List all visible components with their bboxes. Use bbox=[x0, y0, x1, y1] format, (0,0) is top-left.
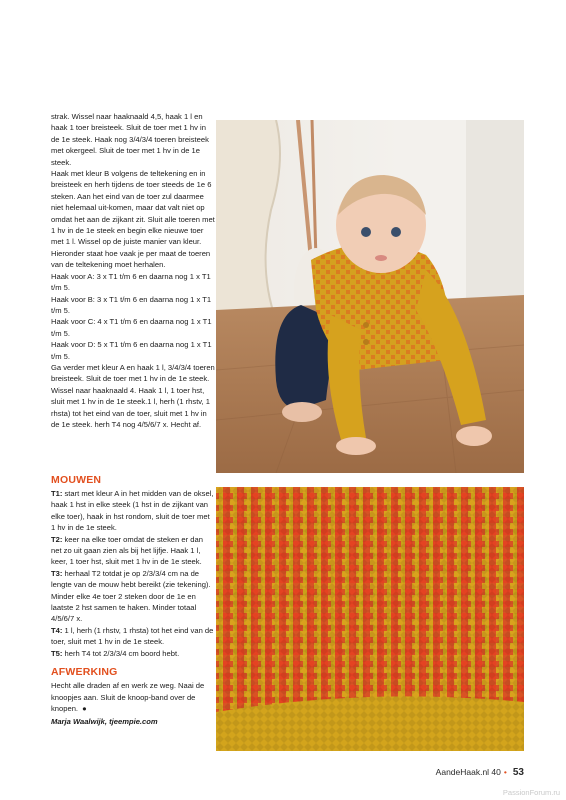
end-bullet-icon: ● bbox=[82, 703, 87, 713]
section-heading-mouwen: MOUWEN bbox=[51, 474, 102, 486]
paragraph-colorwork: Haak met kleur B volgens de teltekening en in breisteek en herh tijdens de toer steeds de 1e 6 steken. Aan het eind van de toer zul daarmee niet helemaal uit-komen, maar dat valt niet op omdat het aan de zijkant zit. Sluit alle toeren met 1 hv in de 1e steek en begin elke nieuwe toer met 1 l. Wissel op de juiste manier van kleur. Hieronder staat hoe vaak je per maat de toeren van de teltekening moet herhalen. bbox=[51, 169, 215, 270]
step-t4 bbox=[51, 625, 215, 648]
magazine-name: AandeHaak.nl 40 bbox=[435, 767, 501, 777]
swatch-photo bbox=[216, 487, 524, 751]
size-d-line: Haak voor D: 5 x T1 t/m 6 en daarna nog 1 x T1 t/m 5. bbox=[51, 340, 212, 361]
step-text: 1 l, herh (1 rhstv, 1 rhsta) tot het eind van de toer, sluit met 1 hv in de 1e steek. bbox=[51, 625, 214, 647]
baby-photo bbox=[216, 120, 524, 473]
finishing-body: Hecht alle draden af en werk ze weg. Naai de knoopjes aan. Sluit de knoop-band over de knopen. bbox=[51, 681, 205, 713]
size-c-line: Haak voor C: 4 x T1 t/m 6 en daarna nog 1 x T1 t/m 5. bbox=[51, 317, 212, 338]
paragraph-continue: Ga verder met kleur A en haak 1 l, 3/4/3/4 toeren breisteek. Sluit de toer met 1 hv in de 1e steek. Wissel naar haaknaald 4. Haak 1 l, 1 toer hst, sluit met 1 hv in de 1e steek.1 l, herh (1 rhstv, 1 rhsta) tot het eind van de toer, sluit met 1 hv in de 1e steek. herh T4 nog 4/5/6/7 x. Hecht af. bbox=[51, 362, 215, 429]
page-number: 53 bbox=[512, 767, 524, 778]
step-text: herhaal T2 totdat je op 2/3/3/4 cm na de lengte van de mouw hebt bereikt (zie tekening). Minder elke 4e toer 2 steken door de 1e en laatste 2 hst samen te haken. Minder totaal 4/5/6/7 x. bbox=[51, 568, 211, 624]
baby-in-sweater-image bbox=[216, 120, 524, 473]
section-heading-afwerking: AFWERKING bbox=[51, 666, 118, 679]
page-footer bbox=[436, 767, 524, 778]
instructions-column-top bbox=[51, 111, 215, 430]
paragraph-body: strak. Wissel naar haaknaald 4,5, haak 1 l en haak 1 toer breisteek. Sluit de toer met 1 hv in de 1e steek. Haak nog 3/4/3/4 toeren breisteek met okergeel. Sluit de toer met 1 hv in de 1e steek. bbox=[51, 112, 209, 167]
step-t3 bbox=[51, 568, 215, 625]
footer-separator: • bbox=[503, 767, 507, 777]
step-label: T1: bbox=[51, 489, 63, 498]
step-label: T5: bbox=[51, 648, 63, 658]
instructions-column-bottom bbox=[51, 474, 215, 728]
size-a-line: Haak voor A: 3 x T1 t/m 6 en daarna nog 1 x T1 t/m 5. bbox=[51, 271, 211, 293]
watermark-text: PassionForum.ru bbox=[502, 788, 560, 797]
designer-signature: Marja Waalwijk, tjeempie.com bbox=[51, 717, 158, 727]
colorwork-swatch-image bbox=[216, 487, 524, 751]
step-label: T3: bbox=[51, 568, 63, 578]
step-t2 bbox=[51, 534, 215, 568]
step-label: T2: bbox=[51, 534, 63, 544]
step-text: start met kleur A in het midden van de oksel, haak 1 hst in elke steek (1 hst in de zijkant van elke toer), haak in hst rondom, sluit de toer met 1 hv in de 1e steek. bbox=[51, 489, 214, 533]
step-t5 bbox=[51, 648, 215, 659]
step-label: T4: bbox=[51, 625, 63, 635]
step-t1 bbox=[51, 488, 215, 534]
finishing-text bbox=[51, 680, 215, 714]
size-b-line: Haak voor B: 3 x T1 t/m 6 en daarna nog 1 x T1 t/m 5. bbox=[51, 294, 212, 315]
step-text: keer na elke toer omdat de steken er dan net zo uit gaan zien als bij het lijfje. Haak 1 l, keer, 1 toer hst, sluit met 1 hv in de 1e steek. bbox=[51, 534, 203, 567]
step-text: herh T4 tot 2/3/3/4 cm boord hebt. bbox=[62, 648, 180, 658]
